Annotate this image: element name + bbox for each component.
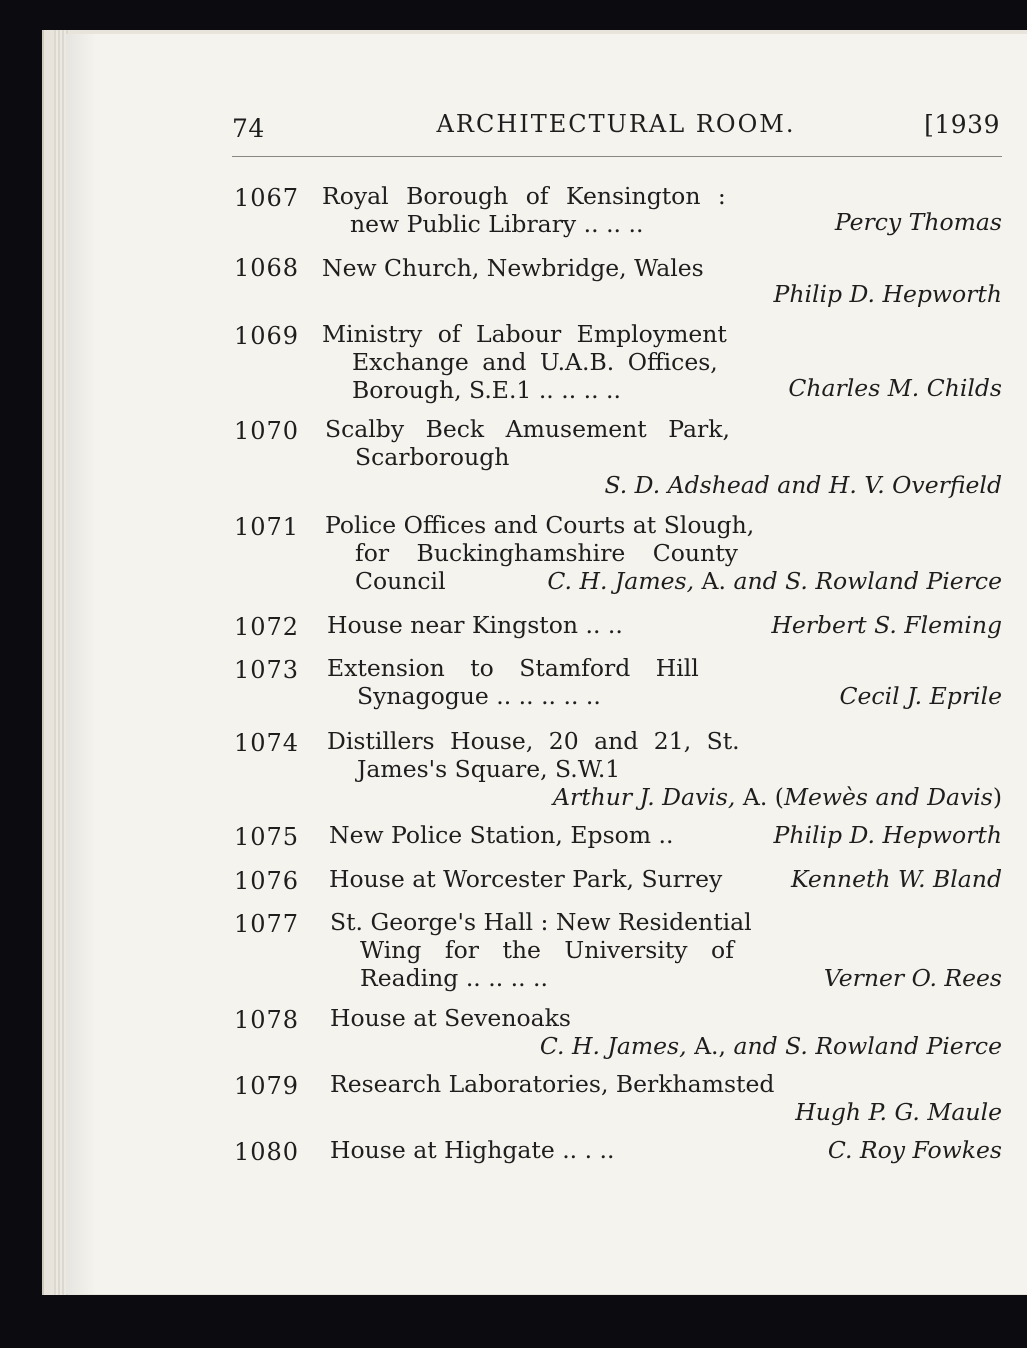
entry-architect: S. D. Adshead and H. V. Overfield xyxy=(604,471,1002,499)
entry-architect: Herbert S. Fleming xyxy=(771,611,1002,639)
entry-number: 1071 xyxy=(234,513,300,541)
entry-title-line: House at Sevenoaks xyxy=(330,1004,571,1032)
entry-title-line: Ministry of Labour Employment xyxy=(322,320,727,348)
entry-architect xyxy=(547,567,1002,595)
entry-title-line: Reading .. .. .. .. xyxy=(360,964,548,992)
entry-title-line: Scalby Beck Amusement Park, xyxy=(325,415,730,443)
entry-architect: Cecil J. Eprile xyxy=(839,682,1002,710)
header-year: [1939 xyxy=(924,110,1000,139)
entry-number: 1070 xyxy=(234,417,300,445)
entry-title-line: Distillers House, 20 and 21, St. xyxy=(327,727,740,755)
entry-number: 1068 xyxy=(234,254,300,282)
entry-title-line: Research Laboratories, Berkhamsted xyxy=(330,1070,775,1098)
entry-title-line: new Public Library .. .. .. xyxy=(350,210,644,238)
entry-title-line: Synagogue .. .. .. .. .. xyxy=(357,682,601,710)
entry-number: 1075 xyxy=(234,823,300,851)
entry-title-line: House at Highgate .. . .. xyxy=(330,1136,615,1164)
entry-number: 1080 xyxy=(234,1138,300,1166)
entry-title-line: Royal Borough of Kensington : xyxy=(322,182,726,210)
entry-title-line: Wing for the University of xyxy=(360,936,734,964)
architect-qualification: A. ( xyxy=(742,783,784,811)
entry-architect: Philip D. Hepworth xyxy=(773,821,1002,849)
entry-title-line: for Buckinghamshire County xyxy=(355,539,738,567)
entry-title-line: New Police Station, Epsom .. xyxy=(329,821,674,849)
architect-qualification: A. xyxy=(701,567,726,595)
entry-architect: Kenneth W. Bland xyxy=(790,865,1002,893)
entry-architect: Philip D. Hepworth xyxy=(773,280,1002,308)
entry-number: 1077 xyxy=(234,910,300,938)
entry-title-line: James's Square, S.W.1 xyxy=(357,755,621,783)
architect-firm: Mewès and Davis xyxy=(783,783,993,811)
spine-shadow xyxy=(66,34,96,1294)
entry-architect: Percy Thomas xyxy=(834,208,1002,236)
entry-number: 1079 xyxy=(234,1072,300,1100)
entry-title-line: Police Offices and Courts at Slough, xyxy=(325,511,755,539)
entry-title-line: House at Worcester Park, Surrey xyxy=(329,865,723,893)
entry-number: 1076 xyxy=(234,867,300,895)
entry-architect xyxy=(540,1032,1002,1060)
entry-title-line: Extension to Stamford Hill xyxy=(327,654,699,682)
entry-title-line: Exchange and U.A.B. Offices, xyxy=(352,348,718,376)
entry-title-line: Borough, S.E.1 .. .. .. .. xyxy=(352,376,621,404)
entry-number: 1074 xyxy=(234,729,300,757)
architect-name: C. H. James, xyxy=(547,567,695,595)
architect-qualification: A., xyxy=(694,1032,726,1060)
entry-architect: Charles M. Childs xyxy=(788,374,1002,402)
entry-number: 1072 xyxy=(234,613,300,641)
architect-firm-close: ) xyxy=(992,783,1002,811)
entry-architect: C. Roy Fowkes xyxy=(827,1136,1002,1164)
entry-number: 1069 xyxy=(234,322,300,350)
entry-number: 1073 xyxy=(234,656,300,684)
entry-architect: Hugh P. G. Maule xyxy=(795,1098,1002,1126)
entry-title-line: New Church, Newbridge, Wales xyxy=(322,254,704,282)
entry-architect: Verner O. Rees xyxy=(823,964,1002,992)
entry-title-line: Scarborough xyxy=(355,443,510,471)
entry-title-line: House near Kingston .. .. xyxy=(327,611,623,639)
page-title: ARCHITECTURAL ROOM. xyxy=(436,110,796,138)
entry-number: 1078 xyxy=(234,1006,300,1034)
architect-partner: and S. Rowland Pierce xyxy=(733,1032,1002,1060)
entry-architect xyxy=(553,783,1002,811)
entry-number: 1067 xyxy=(234,184,300,212)
running-header xyxy=(232,108,1000,148)
entry-title-line: St. George's Hall : New Residential xyxy=(330,908,752,936)
page-number: 74 xyxy=(232,114,265,143)
entry-title-line: Council xyxy=(355,567,446,595)
header-rule xyxy=(232,156,1002,157)
architect-partner: and S. Rowland Pierce xyxy=(733,567,1002,595)
architect-name: C. H. James, xyxy=(539,1032,687,1060)
architect-name: Arthur J. Davis, xyxy=(553,783,736,811)
